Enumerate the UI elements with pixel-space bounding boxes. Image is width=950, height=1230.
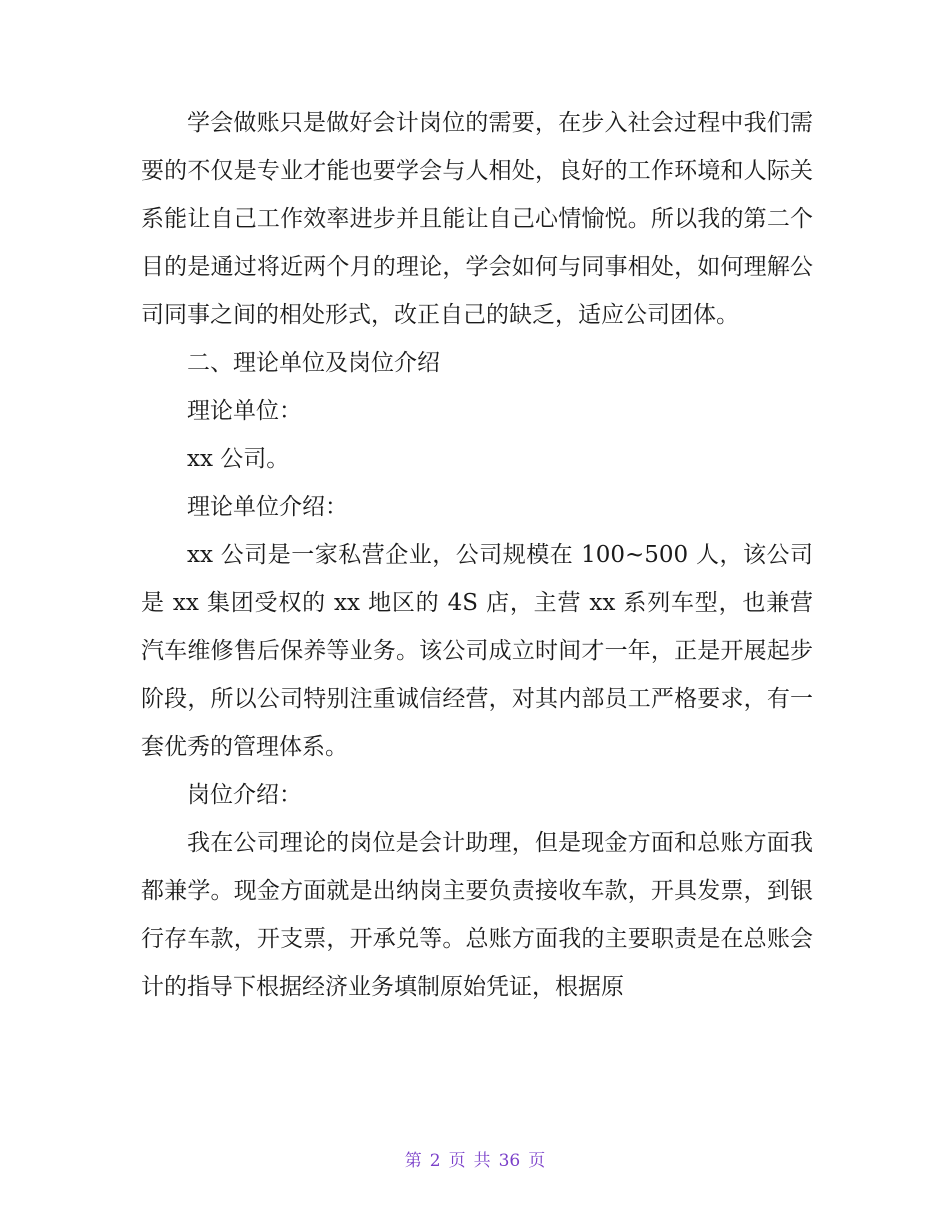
- footer-total-prefix: 共: [473, 1151, 491, 1171]
- label-unit-intro: 理论单位介绍：: [187, 494, 348, 520]
- document-body: [141, 99, 813, 1011]
- section-heading: 二、理论单位及岗位介绍: [187, 350, 440, 376]
- footer-total-unit: 页: [528, 1151, 546, 1171]
- footer-page-unit: 页: [448, 1151, 466, 1171]
- page-number-footer: [0, 1149, 950, 1173]
- unit-name: xx 公司。: [187, 446, 290, 472]
- paragraph-unit-intro: xx 公司是一家私营企业，公司规模在 100~500 人，该公司是 xx 集团受权的 xx 地区的 4S 店，主营 xx 系列车型，也兼营汽车维修售后保养等业务。该公司成立时间才一年，正是开展起步阶段，所以公司特别注重诚信经营，对其内部员工严格要求，有一套优秀的管理体系。: [141, 542, 813, 760]
- paragraph-position-intro: 我在公司理论的岗位是会计助理，但是现金方面和总账方面我都兼学。现金方面就是出纳岗主要负责接收车款，开具发票，到银行存车款，开支票，开承兑等。总账方面我的主要职责是在总账会计的指导下根据经济业务填制原始凭证，根据原: [141, 830, 813, 1000]
- label-unit: 理论单位：: [187, 398, 302, 424]
- label-position-intro: 岗位介绍：: [187, 782, 302, 808]
- footer-current-page: 2: [429, 1151, 441, 1171]
- footer-prefix: 第: [404, 1151, 422, 1171]
- footer-total-pages: 36: [498, 1151, 521, 1171]
- paragraph-purpose: 学会做账只是做好会计岗位的需要，在步入社会过程中我们需要的不仅是专业才能也要学会与人相处，良好的工作环境和人际关系能让自己工作效率进步并且能让自己心情愉悦。所以我的第二个目的是通过将近两个月的理论，学会如何与同事相处，如何理解公司同事之间的相处形式，改正自己的缺乏，适应公司团体。: [141, 110, 813, 328]
